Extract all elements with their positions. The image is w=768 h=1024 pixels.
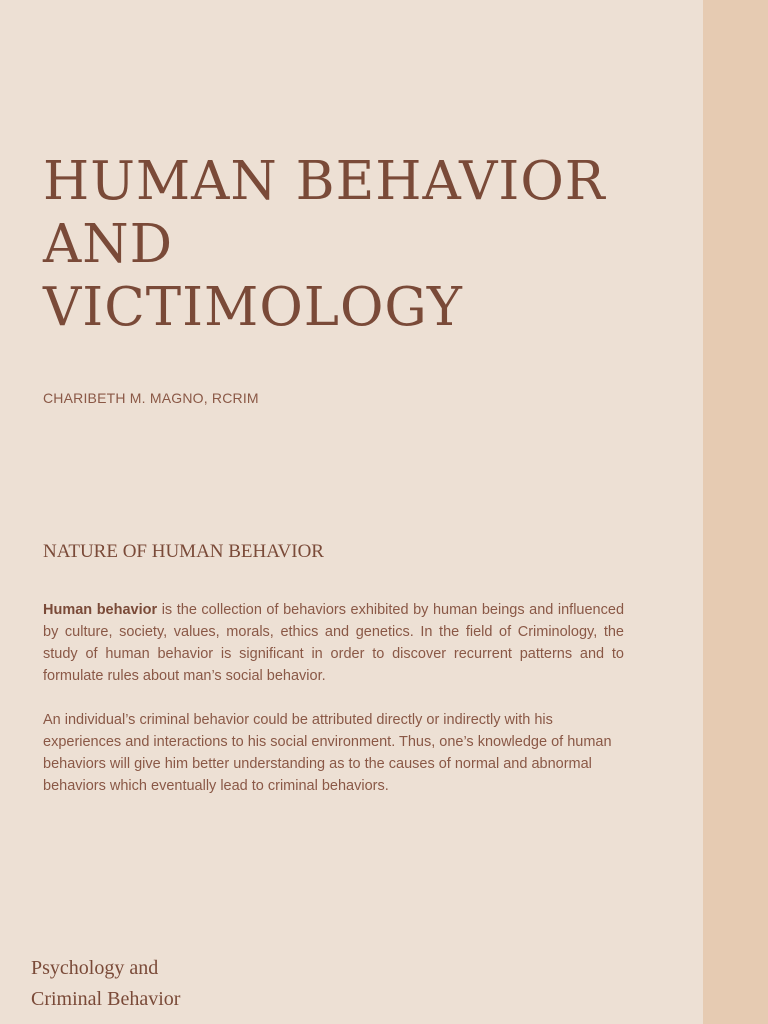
- author-name: CHARIBETH M. MAGNO, RCRIM: [43, 390, 259, 406]
- document-title: [43, 150, 693, 339]
- footer-label: [31, 953, 180, 1015]
- section-heading: NATURE OF HUMAN BEHAVIOR: [43, 541, 324, 562]
- footer-line-2: Criminal Behavior: [31, 988, 181, 1010]
- paragraph-1-text: is the collection of behaviors exhibited by human beings and influenced by culture, society, values, morals, ethics and genetics. In the field of Criminology, the study of human behavior is significant in order to discover recurrent patterns and to formulate rules about man’s social behavior.: [43, 602, 625, 684]
- bold-term: Human behavior: [43, 602, 158, 618]
- title-line-1: HUMAN BEHAVIOR: [43, 151, 606, 212]
- title-line-3: VICTIMOLOGY: [43, 277, 463, 338]
- title-line-2: AND: [43, 214, 174, 275]
- paragraph-2: An individual’s criminal behavior could be attributed directly or indirectly with his experiences and interactions to his social environment. Thus, one’s knowledge of human behaviors will give him better understanding as to the causes of normal and abnormal behaviors which eventually lead to criminal behaviors.: [43, 712, 612, 794]
- paragraph-1: [43, 599, 624, 687]
- side-strip: [703, 0, 768, 1024]
- footer-line-1: Psychology and: [31, 957, 159, 979]
